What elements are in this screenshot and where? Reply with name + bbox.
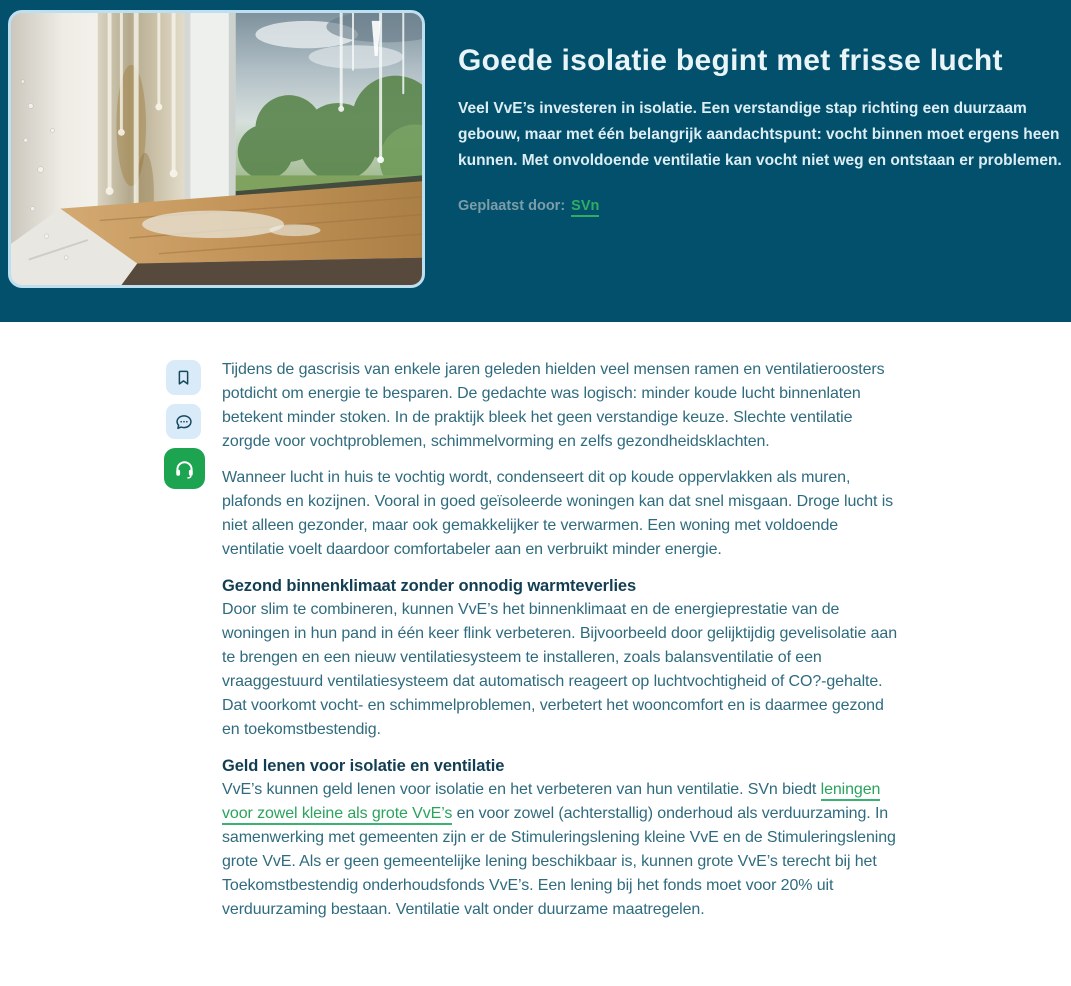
article-body	[222, 358, 902, 934]
window-condensation-illustration	[11, 13, 422, 285]
comments-button[interactable]	[166, 404, 201, 439]
paragraph-condens: Wanneer lucht in huis te vochtig wordt, condenseert dit op koude oppervlakken als muren, plafonds en kozijnen. Vooral in goed geïsoleerde woningen kan dat snel misgaan. Droge lucht is niet alleen gezonder, maar ook gemakkelijker te verwarmen. Een woning met voldoende ventilatie voelt daardoor comfortabeler aan en verbruikt minder energie.	[222, 469, 894, 558]
article-intro: Veel VvE’s investeren in isolatie. Een verstandige stap richting een duurzaam gebouw, maar met één belangrijk aandachtspunt: vocht binnen moet ergens heen kunnen. Met onvoldoende ventilatie kan vocht niet weg en ontstaan er problemen.	[458, 100, 1062, 169]
section-heading-binnenklimaat: Gezond binnenklimaat zonder onnodig warmteverlies	[222, 577, 637, 595]
posted-by-label: Geplaatst door:	[458, 198, 566, 214]
vve-loans-link[interactable]: leningen voor zowel kleine als grote VvE’s	[222, 781, 880, 825]
paragraph-binnenklimaat: Door slim te combineren, kunnen VvE’s het binnenklimaat en de energieprestatie van de woningen in hun pand in één keer flink verbeteren. Bijvoorbeeld door gelijktijdig gevelisolatie aan te brengen en een nieuw ventilatiesysteem te installeren, zoals balansventilatie of een vraaggestuurd ventilatiesysteem dat automatisch reageert op luchtvochtigheid of CO?-gehalte. Dat voorkomt vocht- en schimmelproblemen, verbetert het wooncomfort en is daarmee gezond en toekomstbestendig.	[222, 601, 897, 738]
hero-image	[8, 10, 425, 288]
page-title: Goede isolatie begint met frisse lucht	[458, 44, 1003, 77]
share-rail	[166, 360, 205, 489]
author-link[interactable]: SVn	[571, 198, 599, 217]
section-heading-geld-lenen: Geld lenen voor isolatie en ventilatie	[222, 757, 505, 775]
comment-icon	[174, 412, 194, 432]
byline	[458, 198, 1071, 214]
bookmark-button[interactable]	[166, 360, 201, 395]
headphones-icon	[173, 457, 196, 480]
hero-text-block	[458, 42, 1071, 214]
text-before-link: VvE’s kunnen geld lenen voor isolatie en het verbeteren van hun ventilatie. SVn biedt	[222, 781, 821, 798]
bookmark-icon	[174, 368, 193, 387]
text-after-link: en voor zowel (achterstallig) onderhoud als verduurzaming. In samenwerking met gemeenten zijn er de Stimuleringslening kleine VvE en de Stimuleringslening grote VvE. Als er geen gemeentelijke lening beschikbaar is, kunnen grote VvE’s terecht bij het Toekomstbestendig onderhoudsfonds VvE’s. Een lening bij het fonds moet voor 20% uit verduurzaming bestaan. Ventilatie valt onder duurzame maatregelen.	[222, 805, 896, 918]
hero-section	[0, 0, 1071, 322]
listen-button[interactable]	[164, 448, 205, 489]
paragraph-geld-lenen	[222, 778, 902, 922]
paragraph-gascrisis: Tijdens de gascrisis van enkele jaren geleden hielden veel mensen ramen en ventilatieroosters potdicht om energie te besparen. De gedachte was logisch: minder koude lucht binnenlaten betekent minder stoken. In de praktijk bleek het geen verstandige keuze. Slechte ventilatie zorgde voor vochtproblemen, schimmelvorming en zelfs gezondheidsklachten.	[222, 361, 885, 450]
